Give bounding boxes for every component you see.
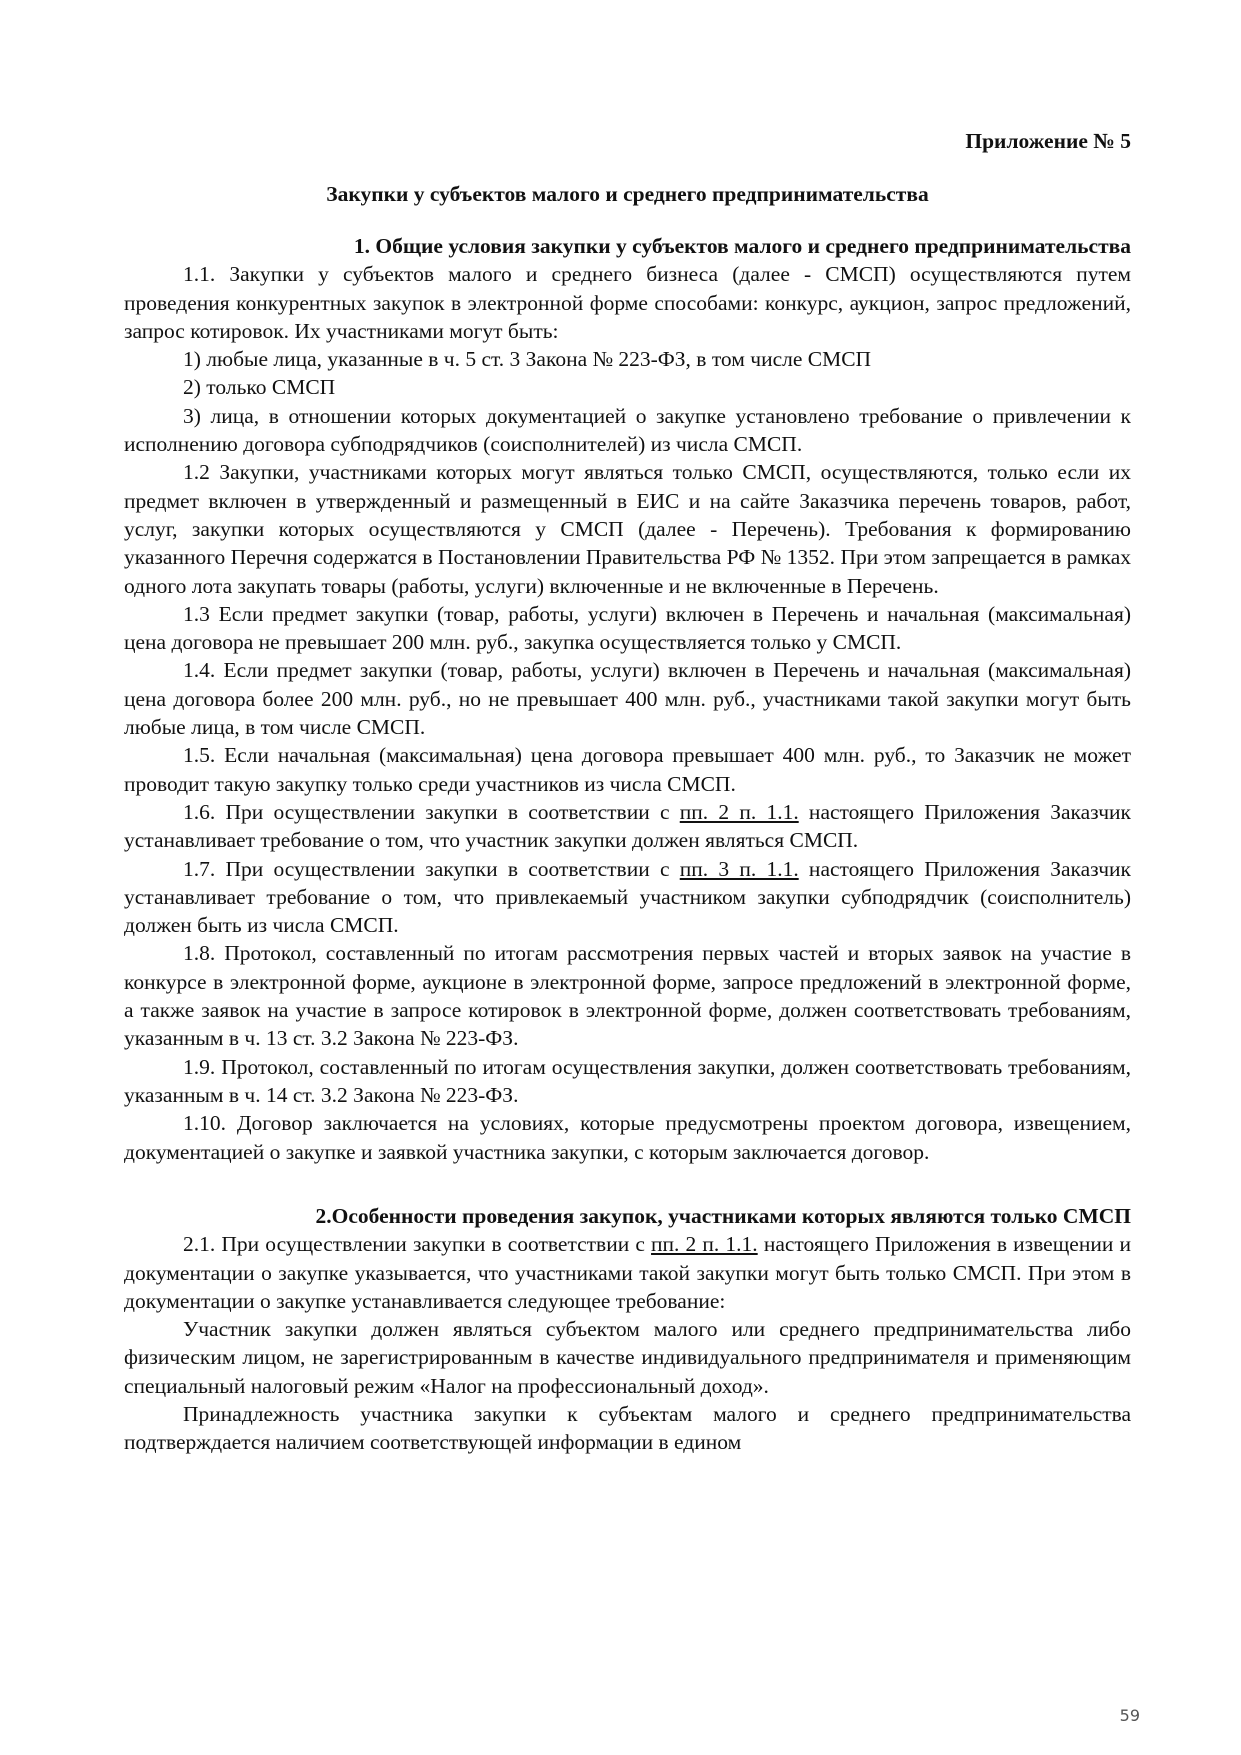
reference-link[interactable]: пп. 2 п. 1.1. — [679, 799, 799, 824]
section-1-heading: 1. Общие условия закупки у субъектов малого и среднего предпринимательства — [353, 234, 1131, 258]
membership-paragraph: Принадлежность участника закупки к субъектам малого и среднего предпринимательства подтверждается наличием соответствующей информации в едином — [124, 1402, 1131, 1455]
paragraph-1-5: 1.5. Если начальная (максимальная) цена договора превышает 400 млн. руб., то Заказчик не может проводит такую закупку только среди участников из числа СМСП. — [124, 743, 1131, 796]
paragraph-2-1 — [124, 1230, 1131, 1315]
paragraph-1-8: 1.8. Протокол, составленный по итогам рассмотрения первых частей и вторых заявок на участие в конкурсе в электронной форме, аукционе в электронной форме, запросе предложений в электронной форме, а также заявок на участие в запросе котировок в электронной форме, должен соответствовать требованиям, указанным в ч. 13 ст. 3.2 Закона № 223-ФЗ. — [124, 941, 1131, 1051]
paragraph-1-10: 1.10. Договор заключается на условиях, которые предусмотрены проектом договора, извещением, документацией о закупке и заявкой участника закупки, с которым заключается договор. — [124, 1111, 1131, 1164]
reference-link[interactable]: пп. 2 п. 1.1. — [651, 1232, 758, 1257]
paragraph-1-7-text-start: 1.7. При осуществлении закупки в соответствии с — [183, 856, 680, 881]
page-number: 59 — [1119, 1706, 1140, 1725]
paragraph-1-9: 1.9. Протокол, составленный по итогам осуществления закупки, должен соответствовать требованиям, указанным в ч. 14 ст. 3.2 Закона № 223-ФЗ. — [124, 1054, 1131, 1107]
list-item-1: 1) любые лица, указанные в ч. 5 ст. 3 Закона № 223-ФЗ, в том числе СМСП — [183, 347, 872, 372]
paragraph-2-1-text-start: 2.1. При осуществлении закупки в соответствии с — [183, 1232, 652, 1257]
paragraph-1-7-text-end: настоящего Приложения Заказчик устанавливает требование о том, что привлекаемый участником закупки субподрядчик (соисполнитель) должен быть из числа СМСП. — [124, 856, 1132, 938]
paragraph-1-6-text-end: настоящего Приложения Заказчик устанавливает требование о том, что участник закупки должен являться СМСП. — [124, 799, 1132, 853]
appendix-title: Приложение № 5 — [965, 129, 1131, 153]
paragraph-2-1-text-end: настоящего Приложения в извещении и документации о закупке указывается, что участниками такой закупки могут быть только СМСП. При этом в документации о закупке устанавливается следующее требование: — [124, 1232, 1131, 1313]
section-1 — [124, 232, 1131, 1166]
section-2 — [124, 1202, 1131, 1457]
section-2-heading: 2.Особенности проведения закупок, участниками которых являются только СМСП — [315, 1204, 1131, 1228]
requirement-paragraph: Участник закупки должен являться субъектом малого или среднего предпринимательства либо физическим лицом, не зарегистрированным в качестве индивидуального предпринимателя и применяющим специальный налоговый режим «Налог на профессиональный доход». — [124, 1317, 1131, 1398]
list-item-3: 3) лица, в отношении которых документацией о закупке установлено требование о привлечении к исполнению договора субподрядчиков (соисполнителей) из числа СМСП. — [124, 403, 1131, 457]
list-item-2: 2) только СМСП — [183, 375, 336, 400]
paragraph-1-1: 1.1. Закупки у субъектов малого и среднего бизнеса (далее - СМСП) осуществляются путем проведения конкурентных закупок в электронной форме способами: конкурс, аукцион, запрос предложений, запрос котировок. Их участниками могут быть: — [124, 262, 1131, 343]
document-title: Закупки у субъектов малого и среднего предпринимательства — [326, 182, 929, 206]
paragraph-1-7 — [124, 855, 1131, 940]
paragraph-1-6-text-start: 1.6. При осуществлении закупки в соответствии с — [183, 799, 680, 824]
paragraph-1-2: 1.2 Закупки, участниками которых могут являться только СМСП, осуществляются, только если их предмет включен в утвержденный и размещенный в ЕИС и на сайте Заказчика перечень товаров, работ, услуг, закупки которых осуществляются у СМСП (далее - Перечень). Требования к формированию указанного Перечня содержатся в Постановлении Правительства РФ № 1352. При этом запрещается в рамках одного лота закупать товары (работы, услуги) включенные и не включенные в Перечень. — [124, 460, 1131, 598]
reference-link[interactable]: пп. 3 п. 1.1. — [679, 856, 799, 881]
paragraph-1-6 — [124, 798, 1131, 855]
paragraph-1-3: 1.3 Если предмет закупки (товар, работы, услуги) включен в Перечень и начальная (максимальная) цена договора не превышает 200 млн. руб., закупка осуществляется только у СМСП. — [124, 601, 1131, 655]
paragraph-1-4: 1.4. Если предмет закупки (товар, работы, услуги) включен в Перечень и начальная (максимальная) цена договора более 200 млн. руб., но не превышает 400 млн. руб., участниками такой закупки могут быть любые лица, в том числе СМСП. — [124, 658, 1131, 740]
